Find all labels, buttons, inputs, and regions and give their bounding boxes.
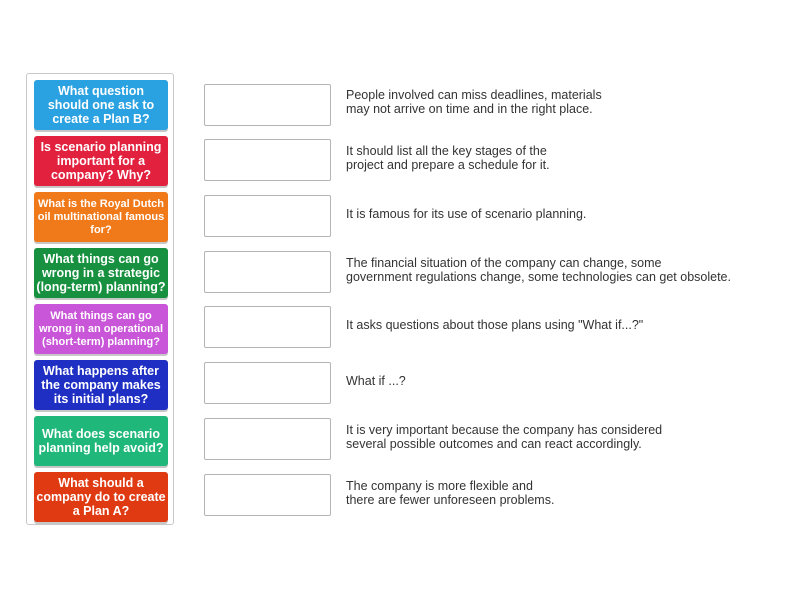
answer-tile[interactable]: [34, 192, 168, 242]
description-text: It should list all the key stages of the project and prepare a schedule for it.: [346, 143, 550, 172]
drop-slot[interactable]: [204, 362, 331, 404]
answer-tile-label: What is the Royal Dutch oil multinational famous for?: [37, 197, 165, 236]
description-text: The financial situation of the company can change, some government regulations change, some technologies can get obsolete.: [346, 255, 731, 284]
answer-tile[interactable]: [34, 360, 168, 410]
answer-tile-label: Is scenario planning important for a company? Why?: [40, 140, 162, 182]
answer-tile[interactable]: [34, 304, 168, 354]
drop-slot[interactable]: [204, 195, 331, 237]
description-text: It asks questions about those plans using "What if...?": [346, 317, 644, 332]
description-text: What if ...?: [346, 373, 406, 388]
answer-tile-label: What does scenario planning help avoid?: [38, 427, 164, 455]
drop-slot[interactable]: [204, 418, 331, 460]
answer-tile-label: What question should one ask to create a Plan B?: [47, 84, 155, 126]
answer-tile[interactable]: [34, 472, 168, 522]
drop-slot[interactable]: [204, 251, 331, 293]
answer-tile[interactable]: [34, 416, 168, 466]
description-text: People involved can miss deadlines, materials may not arrive on time and in the right place.: [346, 87, 602, 116]
answer-tile[interactable]: [34, 80, 168, 130]
drop-slot[interactable]: [204, 306, 331, 348]
answer-tile-label: What things can go wrong in an operational (short-term) planning?: [38, 309, 164, 348]
drop-slot[interactable]: [204, 139, 331, 181]
drop-slot[interactable]: [204, 84, 331, 126]
description-text: The company is more flexible and there are fewer unforeseen problems.: [346, 478, 555, 507]
description-text: It is very important because the company has considered several possible outcomes and can react accordingly.: [346, 422, 663, 451]
answer-tile-tray: [26, 73, 174, 525]
answer-tile-label: What happens after the company makes its initial plans?: [41, 364, 161, 406]
answer-tile[interactable]: [34, 136, 168, 186]
answer-tile-label: What things can go wrong in a strategic (long-term) planning?: [36, 252, 166, 294]
description-text: It is famous for its use of scenario planning.: [346, 206, 587, 221]
answer-tile[interactable]: [34, 248, 168, 298]
answer-tile-label: What should a company do to create a Plan A?: [36, 476, 166, 518]
drop-slot[interactable]: [204, 474, 331, 516]
